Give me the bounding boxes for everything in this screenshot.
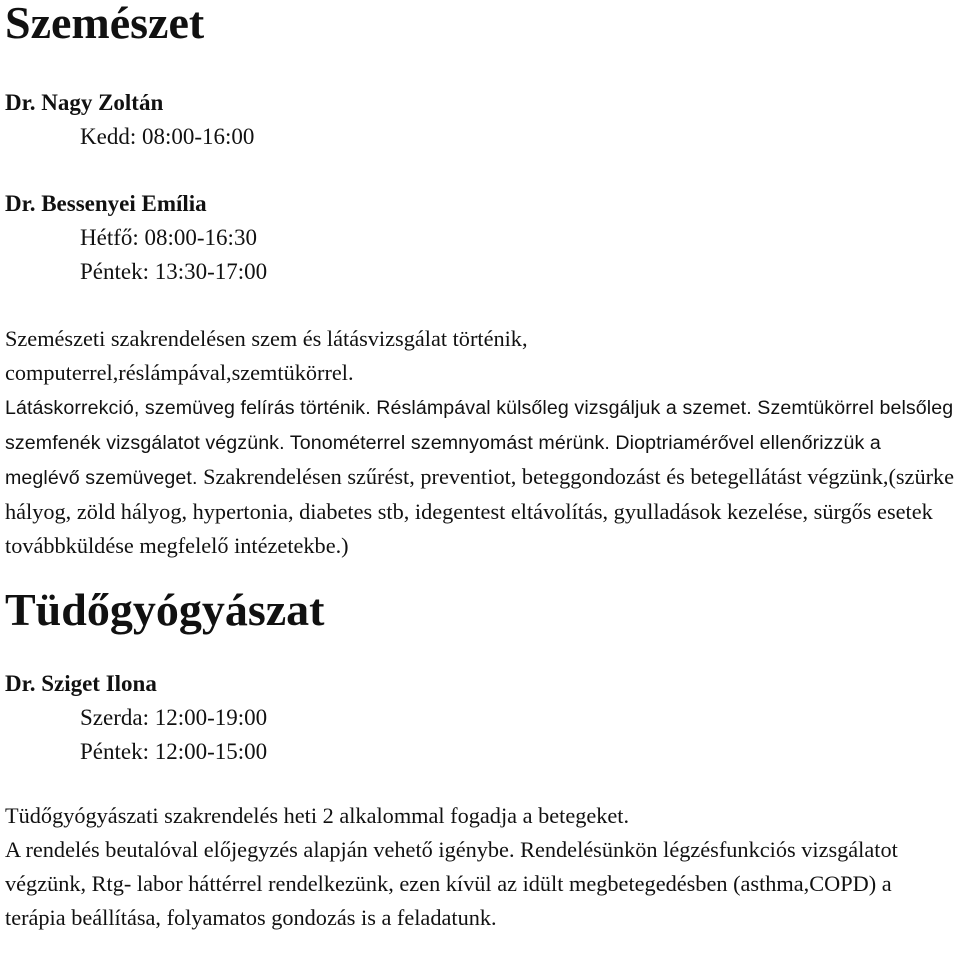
section-description bbox=[5, 799, 955, 935]
doctor-block bbox=[5, 667, 955, 769]
description-sans-text: Látáskorrekció, szemüveg felírás történik. Réslámpával külsőleg vizsgáljuk a szemet. Szemtükörrel belsőleg szemfenék vizsgálatot végzünk. Tonométerrel szemnyomást mérünk. Dioptriamérővel ellenőrizzük a meglévő szemüveget. bbox=[5, 397, 954, 489]
doctor-block bbox=[5, 86, 955, 154]
office-hours: Péntek: 13:30-17:00 bbox=[80, 259, 268, 284]
office-hours: Kedd: 08:00-16:00 bbox=[80, 124, 255, 149]
description-line: Szemészeti szakrendelésen szem és látásvizsgálat történik, bbox=[5, 326, 528, 351]
description-paragraph bbox=[5, 390, 955, 563]
description-line: computerrel,réslámpával,szemtükörrel. bbox=[5, 360, 354, 385]
description-serif-text: Szakrendelésen szűrést, preventiot, beteggondozást és betegellátást végzünk,(szürke hályog, zöld hályog, hypertonia, diabetes stb, idegentest eltávolítás, gyulladások kezelése, sürgős esetek továbbküldése megfelelő intézetekbe.) bbox=[5, 464, 955, 558]
section-heading-szemeszet: Szemészet bbox=[5, 0, 205, 48]
office-hours: Szerda: 12:00-19:00 bbox=[80, 705, 268, 730]
doctor-name: Dr. Sziget Ilona bbox=[5, 671, 157, 696]
doctor-name: Dr. Nagy Zoltán bbox=[5, 90, 164, 115]
office-hours: Hétfő: 08:00-16:30 bbox=[80, 225, 257, 250]
description-paragraph: A rendelés beutalóval előjegyzés alapján vehető igénybe. Rendelésünkön légzésfunkciós vizsgálatot végzünk, Rtg- labor háttérrel rendelkezünk, ezen kívül az idült megbetegedésben (asthma,COPD) a terápia beállítása, folyamatos gondozás is a feladatunk. bbox=[5, 837, 898, 930]
description-line: Tüdőgyógyászati szakrendelés heti 2 alkalommal fogadja a betegeket. bbox=[5, 803, 630, 828]
document-page bbox=[5, 0, 955, 935]
section-heading-tudogyogyaszat: Tüdőgyógyászat bbox=[5, 584, 325, 635]
doctor-name: Dr. Bessenyei Emília bbox=[5, 191, 207, 216]
doctor-block bbox=[5, 187, 955, 289]
section-description bbox=[5, 322, 955, 563]
office-hours: Péntek: 12:00-15:00 bbox=[80, 739, 268, 764]
